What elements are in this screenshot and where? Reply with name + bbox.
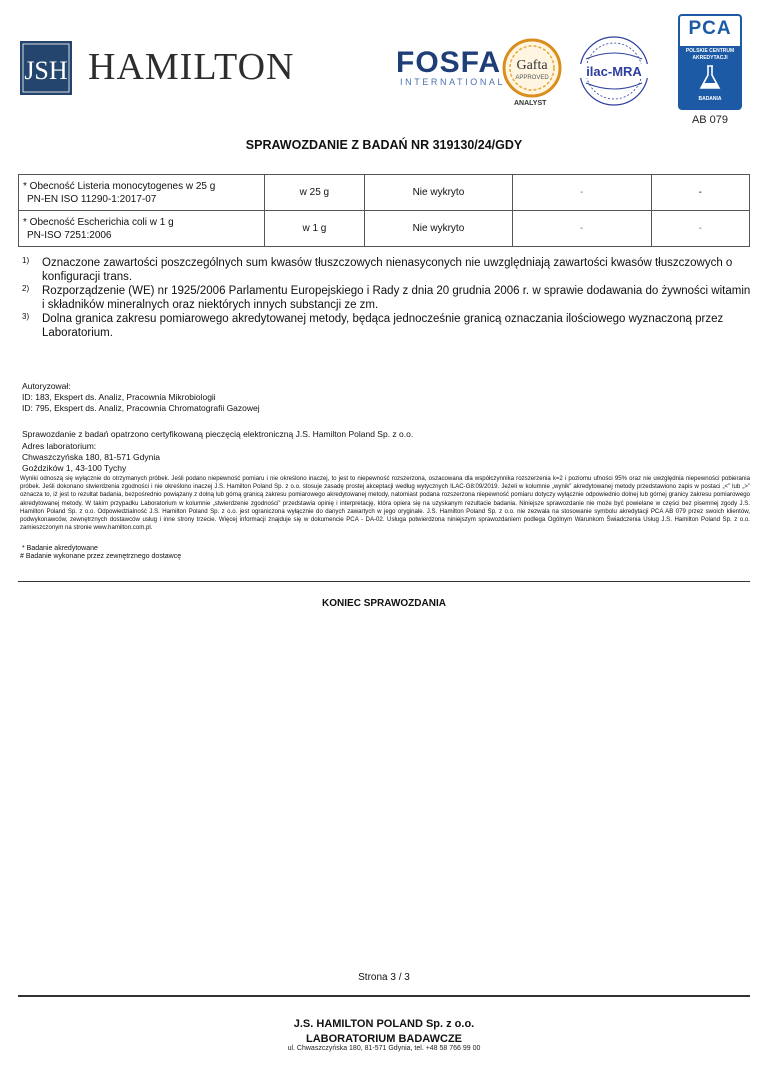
test-requirement: - (651, 211, 749, 247)
gafta-badge: APPROVED (515, 75, 549, 81)
test-uncertainty: - (512, 175, 651, 211)
hamilton-logo-mark (20, 41, 72, 95)
page-number: Strona 3 / 3 (358, 972, 410, 983)
gafta-subtitle: ANALYST (514, 100, 547, 107)
test-basis: w 25 g (264, 175, 364, 211)
footer-divider (18, 995, 750, 997)
footnote-number: 2) (22, 284, 30, 293)
pca-line1: POLSKIE CENTRUM (685, 48, 735, 54)
company-logo-text: HAMILTON (88, 46, 295, 88)
fosfa-logo: FOSFA (396, 46, 502, 79)
ilac-name: ilac-MRA (586, 64, 642, 79)
results-table (18, 174, 750, 247)
test-requirement: - (651, 175, 749, 211)
authorizer-2: ID: 795, Ekspert ds. Analiz, Pracownia Chromatografii Gazowej (22, 403, 260, 413)
legend-accredited: * Badanie akredytowane (22, 545, 98, 552)
lab-address-line2: Goździków 1, 43-100 Tychy (22, 463, 127, 473)
test-method: PN-EN ISO 11290-1:2017-07 (27, 193, 157, 205)
footnote-text: Oznaczone zawartości poszczególnych sum kwasów tłuszczowych nienasyconych nie uwzględniają zawartości kwasów tłuszczowych o konfiguracji trans. (42, 257, 733, 283)
authorizer-1: ID: 183, Ekspert ds. Analiz, Pracownia Mikrobiologii (22, 392, 216, 402)
lab-address-label: Adres laboratorium: (22, 441, 97, 451)
ilac-mra-logo (574, 35, 654, 107)
footer-address: ul. Chwaszczyńska 180, 81-571 Gdynia, tel. +48 58 766 99 00 (287, 1045, 481, 1052)
authorization-label: Autoryzował: (22, 381, 71, 391)
test-name: * Obecność Escherichia coli w 1 g (23, 216, 174, 228)
footer-company-name: J.S. HAMILTON POLAND Sp. z o.o. (293, 1018, 475, 1030)
electronic-seal-note: Sprawozdanie z badań opatrzono certyfikowaną pieczęcią elektroniczną J.S. Hamilton Poland Sp. z o.o. (22, 429, 414, 439)
gafta-logo (502, 38, 562, 98)
pca-badge-label: BADANIA (698, 96, 722, 102)
pca-line2: AKREDYTACJI (692, 55, 728, 61)
test-result: Nie wykryto (365, 211, 513, 247)
footer-lab-name: LABORATORIUM BADAWCZE (305, 1033, 463, 1045)
footer-company (0, 1017, 768, 1047)
legal-fine-print: Wyniki odnoszą się wyłącznie do otrzymanych próbek. Jeśli podano niepewność pomiaru i nie określono inaczej, to jest to niepewność rozszerzona, oszacowana dla współczynnika rozszerzenia k=2 i poziomu ufności 95% oraz nie uwzględnia niepewności pobierania próbek. Jeśli dokonano stwierdzenia zgodności i nie określono inaczej J.S. Hamilton Poland Sp. z o.o. stosuje zasadę prostej akceptacji według wytycznych ILAC-G8:09/2019. Jeżeli w kolumnie „wynik” akredytowanej metody przedstawiono zapis w postaci „<” lub „>” oznacza to, iż jest to rezultat badania, bezpośrednio powiązany z dolną lub górną granicą zakresu pomiarowego akredytowanej metody, natomiast podana rozszerzona niepewność pomiaru dotyczy wyłącznie odpowiednio dolnej lub górnej granicy zakresu pomiarowego akredytowanej metody. W takim przypadku Laboratorium w kolumnie „stwierdzenie zgodności” przedstawia opinię i interpretację, która opiera się na uzyskanym rezultacie badania. Niniejsze sprawozdanie nie może być powielane w części bez pisemnej zgody J.S. Hamilton Poland Sp. z o.o. Odpowiedzialność J.S. Hamilton Poland Sp. z o.o. jest ograniczona wyłącznie do danych zawartych w jego oryginale. J.S. Hamilton Poland Sp. z o.o. nie zezwala na stosowanie symbolu akredytacji PCA AB 079 przez swoich klientów, podwykonawców, zewnętrznych dostawców usług i inne strony trzecie. Więcej informacji znajduje się w dokumencie PCA - DA-02. Usługa potwierdzona niniejszym sprawozdaniem podlega Ogólnym Warunkom Świadczenia Usług J.S. Hamilton Poland Sp. z o.o. zamieszczonym na stronie www.hamilton.com.pl. (20, 475, 750, 532)
legend-external: # Badanie wykonane przez zewnętrznego dostawcę (20, 553, 182, 560)
footnote-text: Dolna granica zakresu pomiarowego akredytowanej metody, będąca jednocześnie granicą oznaczania ilościowego wyznaczoną przez Laboratorium. (42, 313, 724, 339)
gafta-name: Gafta (516, 58, 548, 73)
table-row (19, 211, 750, 247)
test-name-cell (19, 211, 265, 247)
report-title: SPRAWOZDANIE Z BADAŃ NR 319130/24/GDY (245, 138, 523, 152)
pca-accreditation-number: AB 079 (691, 114, 729, 126)
pca-title: PCA (688, 18, 732, 39)
test-name: * Obecność Listeria monocytogenes w 25 g (23, 180, 216, 192)
fosfa-subtitle: INTERNATIONAL (400, 77, 506, 87)
end-of-report: KONIEC SPRAWOZDANIA (322, 598, 446, 609)
test-result: Nie wykryto (365, 175, 513, 211)
table-row (19, 175, 750, 211)
flask-icon (698, 64, 722, 92)
footnote-number: 3) (22, 312, 30, 321)
test-name-cell (19, 175, 265, 211)
test-method: PN-ISO 7251:2006 (27, 229, 112, 241)
test-uncertainty: - (512, 211, 651, 247)
lab-address-line1: Chwaszczyńska 180, 81-571 Gdynia (22, 452, 160, 462)
divider (18, 581, 750, 582)
logo-monogram: JSH (24, 56, 68, 85)
test-basis: w 1 g (264, 211, 364, 247)
footnote-text: Rozporządzenie (WE) nr 1925/2006 Parlamentu Europejskiego i Rady z dnia 20 grudnia 2006 r. w sprawie dodawania do żywności witamin i składników mineralnych oraz niektórych innych substancji ze zm. (42, 285, 751, 311)
footnote-number: 1) (22, 256, 30, 265)
